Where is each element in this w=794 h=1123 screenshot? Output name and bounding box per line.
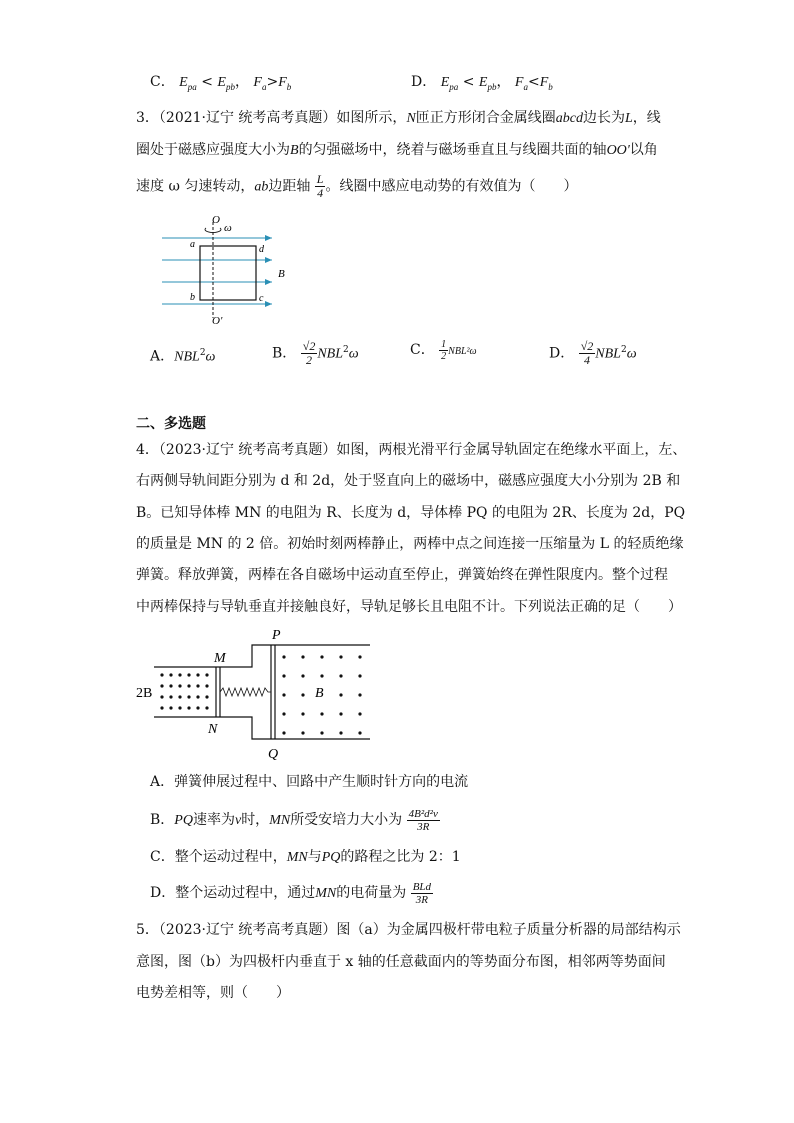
- label-b-field: B: [278, 268, 285, 280]
- option-letter: D．: [411, 74, 437, 90]
- q3-line-2: [136, 140, 658, 161]
- upper-rail: [154, 645, 370, 667]
- e-symbol: E: [217, 75, 226, 90]
- subscript: pb: [225, 81, 235, 92]
- expr-tail: ω: [626, 346, 637, 362]
- q5-line-1: 5．（2023·辽宁 统考高考真题）图（a）为金属四极杆带电粒子质量分析器的局部结构示: [136, 922, 681, 938]
- q5-line-3: 电势差相等，则（ ）: [136, 985, 290, 1001]
- field-dot: [187, 673, 190, 676]
- f-symbol: F: [514, 75, 524, 90]
- text: 与: [307, 849, 322, 865]
- text: 所受安培力大小为: [290, 812, 403, 828]
- numerator: 1: [441, 338, 447, 350]
- field-dot: [160, 684, 163, 687]
- field-dot: [196, 684, 199, 687]
- label-m: M: [214, 651, 226, 666]
- relation: >: [266, 74, 279, 90]
- field-dot: [160, 695, 163, 698]
- lower-rail: [154, 717, 370, 739]
- subscript: pa: [187, 81, 197, 92]
- field-dots-2b: [160, 673, 208, 709]
- q4-option-c: [150, 847, 461, 868]
- field-dot: [160, 673, 163, 676]
- field-dot: [301, 731, 304, 734]
- field-dot: [339, 674, 342, 677]
- expr-tail: ω: [205, 349, 216, 365]
- label-o: O: [212, 214, 220, 226]
- q5-line-2: 意图，图（b）为四极杆内垂直于 x 轴的任意截面内的等势面分布图，相邻两等势面间: [136, 954, 666, 970]
- var-abcd: abcd: [555, 111, 583, 126]
- var-mn: MN: [315, 886, 337, 901]
- rails: [154, 645, 370, 739]
- field-dot: [169, 706, 172, 709]
- denominator: 3R: [415, 893, 428, 906]
- numerator: L: [316, 172, 324, 186]
- denominator: 3R: [417, 820, 430, 833]
- label-a: a: [190, 239, 195, 250]
- q4-line-5: 弹簧。释放弹簧，两棒在各自磁场中运动直至停止，弹簧始终在弹性限度内。整个过程: [136, 567, 668, 583]
- field-dot: [320, 712, 323, 715]
- denominator: 4: [583, 353, 590, 368]
- field-dot: [196, 706, 199, 709]
- var-ab: ab: [254, 179, 269, 195]
- field-dot: [358, 655, 361, 658]
- field-dot: [160, 706, 163, 709]
- field-dot: [205, 706, 208, 709]
- f-symbol: F: [539, 75, 549, 90]
- field-dot: [320, 731, 323, 734]
- q2-option-d: [411, 72, 553, 97]
- q3-lead: 3．（2021·辽宁 统考高考真题）如图所示，: [136, 110, 407, 126]
- q4-line-6: 中两棒保持与导轨垂直并接触良好，导轨足够长且电阻不计。下列说法正确的足（ ）: [136, 599, 682, 615]
- label-q: Q: [268, 747, 279, 762]
- fraction-root2-over-4: [579, 340, 596, 367]
- superscript: 2: [343, 345, 349, 355]
- comma: ，: [496, 74, 511, 90]
- field-dot: [169, 695, 172, 698]
- var-pq: PQ: [321, 850, 341, 865]
- subscript: a: [523, 81, 528, 92]
- q3-line-3: [136, 173, 577, 200]
- field-dot: [178, 684, 181, 687]
- e-symbol: E: [478, 75, 488, 90]
- field-dot: [301, 674, 304, 677]
- field-dot: [187, 706, 190, 709]
- field-dot: [169, 684, 172, 687]
- subscript: pa: [449, 81, 459, 92]
- q4-line-2: 右两侧导轨间距分别为 d 和 2d，处于竖直向上的磁场中，磁感应强度大小分别为 2B 和: [136, 473, 681, 489]
- label-p: P: [272, 628, 281, 643]
- field-dot: [205, 684, 208, 687]
- text: 时，: [241, 812, 270, 828]
- subscript: b: [286, 81, 292, 92]
- field-dot: [301, 655, 304, 658]
- field-dot: [282, 731, 285, 734]
- expr: NBL²ω: [448, 346, 477, 357]
- q4-option-a: A．弹簧伸展过程中、回路中产生顺时针方向的电流: [150, 774, 469, 790]
- label-n: N: [208, 722, 218, 737]
- text: 的路程之比为 2：1: [340, 849, 461, 865]
- denominator: 2: [306, 353, 313, 368]
- label-d: d: [259, 244, 264, 255]
- field-dot: [196, 673, 199, 676]
- rod-mn: [216, 667, 220, 717]
- var-mn: MN: [286, 850, 308, 865]
- q3-option-c: [410, 335, 477, 367]
- field-dot: [205, 695, 208, 698]
- label-c: c: [259, 293, 264, 304]
- numerator: 4B²d²v: [408, 807, 438, 820]
- field-dot: [196, 695, 199, 698]
- f-symbol: F: [253, 75, 262, 90]
- option-letter: D．: [549, 345, 575, 362]
- option-letter: B．: [272, 345, 297, 362]
- field-dot: [282, 712, 285, 715]
- field-dot: [339, 712, 342, 715]
- e-symbol: E: [440, 75, 450, 90]
- field-dot: [339, 693, 342, 696]
- field-dot: [205, 673, 208, 676]
- field-dot: [301, 712, 304, 715]
- q3-line-1: [136, 108, 661, 129]
- denominator: 2: [441, 350, 447, 362]
- field-dot: [187, 684, 190, 687]
- relation: <: [527, 74, 540, 90]
- q4-line-4: 的质量是 MN 的 2 倍。初始时刻两棒静止，两棒中点之间连接一压缩量为 L 的轻质绝缘: [136, 536, 684, 552]
- q3-option-b: [272, 335, 359, 370]
- text: D．整个运动过程中，通过: [150, 885, 316, 901]
- var-v: v: [234, 813, 242, 828]
- q3-text: 的匀强磁场中，绕着与磁场垂直且与线圈共面的轴: [298, 142, 607, 158]
- q2-option-c: [150, 72, 291, 97]
- q4-line-1: 4．（2023·辽宁 统考高考真题）如图，两根光滑平行金属导轨固定在绝缘水平面上，左、: [136, 442, 687, 458]
- expr-tail: ω: [348, 346, 359, 362]
- q3-text: 匝正方形闭合金属线圈: [415, 110, 556, 126]
- q3-text: ，线: [632, 110, 661, 126]
- option-letter: C．: [410, 342, 435, 358]
- var-pq: PQ: [174, 813, 193, 828]
- field-dot: [358, 712, 361, 715]
- field-dot: [358, 693, 361, 696]
- field-dot: [282, 655, 285, 658]
- fraction-force: [407, 808, 440, 833]
- field-dot: [339, 731, 342, 734]
- numerator: √2: [580, 339, 594, 354]
- e-symbol: E: [179, 75, 188, 90]
- label-b: b: [190, 292, 195, 303]
- square-coil: [200, 246, 256, 300]
- var-mn: MN: [269, 813, 291, 828]
- fraction-l-over-4: [315, 173, 326, 200]
- q3-text: 速度 ω 匀速转动，: [136, 178, 255, 195]
- subscript: b: [548, 81, 553, 92]
- field-dot: [320, 674, 323, 677]
- q3-text: 边长为: [583, 110, 625, 126]
- label-2b: 2B: [136, 686, 153, 701]
- denominator: 4: [317, 186, 324, 200]
- subscript: a: [261, 81, 267, 92]
- text: C．整个运动过程中，: [150, 849, 287, 865]
- var-l: L: [625, 111, 633, 126]
- relation: <: [462, 74, 475, 90]
- fraction-1-over-2: [439, 339, 448, 362]
- field-dot: [282, 674, 285, 677]
- field-dot: [301, 693, 304, 696]
- field-dot: [358, 731, 361, 734]
- expr: NBL: [174, 349, 200, 365]
- q4-rails-figure: [132, 625, 382, 765]
- fraction-root2-over-2: [301, 340, 318, 367]
- q4-line-3: B。已知导体棒 MN 的电阻为 R、长度为 d，导体棒 PQ 的电阻为 2R、长度为 2d，PQ: [136, 505, 686, 521]
- option-letter: B．: [150, 812, 175, 828]
- field-dot: [339, 655, 342, 658]
- q3-option-a: [150, 343, 215, 368]
- field-dot: [282, 693, 285, 696]
- field-dot: [178, 695, 181, 698]
- label-omega: ω: [224, 222, 232, 234]
- q3-coil-figure: [160, 210, 310, 330]
- field-dot: [178, 706, 181, 709]
- option-letter: C．: [150, 74, 175, 90]
- expr: NBL: [317, 346, 344, 362]
- numerator: BLd: [412, 880, 432, 893]
- section-heading: 二、多选题: [136, 416, 206, 432]
- option-letter: A．: [150, 348, 175, 365]
- text: 速率为: [192, 812, 235, 828]
- q4-option-b: [150, 805, 440, 836]
- comma: ，: [234, 74, 249, 90]
- label-o-prime: O': [212, 315, 223, 327]
- var-oo: OO': [606, 143, 630, 158]
- superscript: 2: [199, 348, 206, 358]
- q4-option-d: [150, 878, 433, 909]
- var-n: N: [406, 111, 416, 126]
- field-dot: [358, 674, 361, 677]
- field-dot: [187, 695, 190, 698]
- relation: <: [201, 74, 213, 90]
- rod-pq: [271, 645, 275, 739]
- q3-text: 圈处于磁感应强度大小为: [136, 142, 290, 158]
- q3-option-d: [549, 335, 637, 370]
- field-dot: [169, 673, 172, 676]
- field-dot: [320, 655, 323, 658]
- q3-text: 。线圈中感应电动势的有效值为（ ）: [325, 178, 578, 195]
- numerator: √2: [302, 339, 316, 354]
- field-dot: [178, 673, 181, 676]
- subscript: pb: [487, 81, 497, 92]
- label-b: B: [315, 686, 324, 701]
- spring: [220, 688, 271, 696]
- text: 的电荷量为: [336, 885, 407, 901]
- superscript: 2: [620, 345, 627, 355]
- fraction-charge: [411, 881, 433, 906]
- q3-text: 以角: [629, 142, 658, 158]
- q3-text: 边距轴: [268, 178, 311, 195]
- f-symbol: F: [278, 75, 287, 90]
- var-b: B: [290, 143, 299, 158]
- expr: NBL: [595, 346, 621, 362]
